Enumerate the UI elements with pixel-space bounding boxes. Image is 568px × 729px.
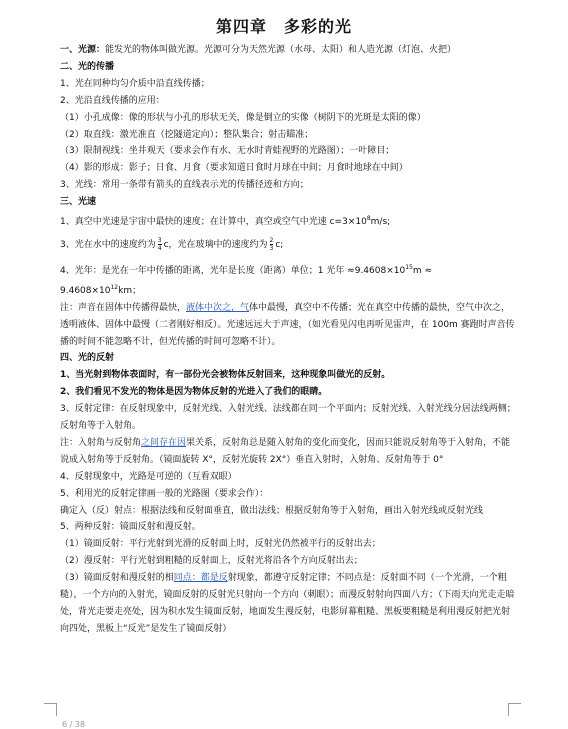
s4-line-1: 1、当光射到物体表面时，有一部份光会被物体反射回来，这种现象叫做光的反射。 — [60, 370, 391, 381]
s4-line-8: （2）漫反射：平行光射到粗糙的反射面上，反射光将沿各个方向反射出去； — [60, 556, 363, 567]
s3-note-link[interactable]: 液体中次之，气 — [186, 302, 250, 313]
s4-line-5: 5、利用光的反射定律画一般的光路图（要求会作）： — [60, 488, 269, 499]
s2-line-3: （1）小孔成像：像的形状与小孔的形状无关，像是倒立的实像（树阴下的光斑是太阳的像） — [60, 112, 426, 123]
s2-line-7: 3、光线：常用一条带有箭头的直线表示光的传播径迹和方向； — [60, 180, 309, 191]
chapter-title: 第四章 多彩的光 — [215, 17, 352, 36]
crop-mark-right — [508, 703, 521, 716]
s2-line-4: （2）取直线：激光准直（挖隧道定向）；整队集合；射击瞄准； — [60, 129, 314, 140]
section-light-source — [60, 42, 518, 59]
s3-note: 注：声音在固体中传播得最快，液体中次之，气体中最慢，真空中不传播；光在真空中传播的最快，空气中次之，透明液体、固体中最慢（二者刚好相反）。光速远远大于声速，（如光看见闪电再听见雷声，在 100m 赛跑时声音传播的时间不能忽略不计，但光传播的时间可忽略不计）。 — [60, 302, 515, 347]
s4-line-9: （3）镜面反射和漫反射的相同点：都是反射现象，都遵守反射定律；不同点是：反射面不同（一个光滑，一个粗糙），一个方向的入射光，镜面反射的反射光只射向一个方向（刺眼）；而漫反射射向四面八方；（下雨天向光走走暗处，背光走要走亮处，因为积水发生镜面反射，地面发生漫反射，电影屏幕粗糙、黑板要粗糙是利用漫反射把光射向四处，黑板上“反光”是发生了镜面反射） — [60, 573, 515, 634]
s3-line-3: 3、光在水中的速度约为 $\frac{3}{4}$ c，光在玻璃中的速度约为 $\frac{2}{3}$ c; — [60, 236, 284, 252]
section-2-heading: 二、光的传播 — [60, 61, 115, 72]
s4-line-4: 4、反射现象中，光路是可逆的（互看双眼） — [60, 471, 237, 482]
fraction-2-3: $\frac{2}{3}$ — [269, 236, 274, 252]
fraction-3-4: $\frac{3}{4}$ — [157, 236, 162, 252]
document-body — [60, 42, 518, 638]
s4-note-link[interactable]: 之间存在因 — [141, 437, 187, 448]
s4-line-7: （1）镜面反射：平行光射到光滑的反射面上时，反射光仍然被平行的反射出去； — [60, 539, 381, 550]
page-number: 6 / 38 — [62, 720, 86, 729]
section-4-heading: 四、光的反射 — [60, 353, 115, 364]
s2-line-2: 2、光沿直线传播的应用： — [60, 95, 165, 106]
s2-line-6: （4）影的形成：影子；日食、月食（要求知道日食时月球在中间；月食时地球在中间） — [60, 163, 408, 174]
s4-line-5b: 确定入（反）射点：根据法线和反射面垂直，做出法线；根据反射角等于入射角，画出入射光线或反射光线 — [60, 505, 484, 516]
s3-line-4: 4、光年：是光在一年中传播的距离，光年是长度（距离）单位；1 光年 $\approx 9.4608\times 10^{15}m$ ≈ $9.4608\times 10^{12}km$； — [60, 263, 433, 296]
light-source-text: 能发光的物体叫做光源。光源可分为天然光源（水母、太阳）和人造光源（灯泡、火把） — [105, 45, 457, 55]
s2-line-5: （3）限制视线：坐井观天（要求会作有水、无水时青蛙视野的光路图）；一叶障目； — [60, 146, 395, 157]
crop-mark-left — [44, 703, 57, 716]
s2-line-1: 1、光在同种均匀介质中沿直线传播； — [60, 78, 210, 89]
s4-line-3: 3、反射定律：在反射现象中，反射光线、入射光线、法线都在同一个平面内；反射光线、入射光线分居法线两侧；反射角等于入射角。 — [60, 404, 516, 432]
light-source-heading: 一、光源： — [60, 45, 106, 55]
s4-line-6: 5、两种反射：镜面反射和漫反射。 — [60, 522, 201, 533]
s4-note: 注：入射角与反射角之间存在因果关系，反射角总是随入射角的变化而变化，因而只能说反射角等于入射角，不能说成入射角等于反射角。（镜面旋转 X°，反射光旋转 2X°）垂直入射时，入射角、反射角等于 0° — [60, 437, 511, 465]
s4-line-2: 2、我们看见不发光的物体是因为物体反射的光进入了我们的眼睛。 — [60, 387, 328, 398]
section-3-heading: 三、光速 — [60, 197, 97, 208]
s4-line-9-link[interactable]: 同点：都是反 — [173, 573, 228, 584]
s3-line-1: 1、真空中光速是宇宙中最快的速度；在计算中，真空或空气中光速 $c=3\times 10^8m/s$; — [60, 215, 391, 228]
